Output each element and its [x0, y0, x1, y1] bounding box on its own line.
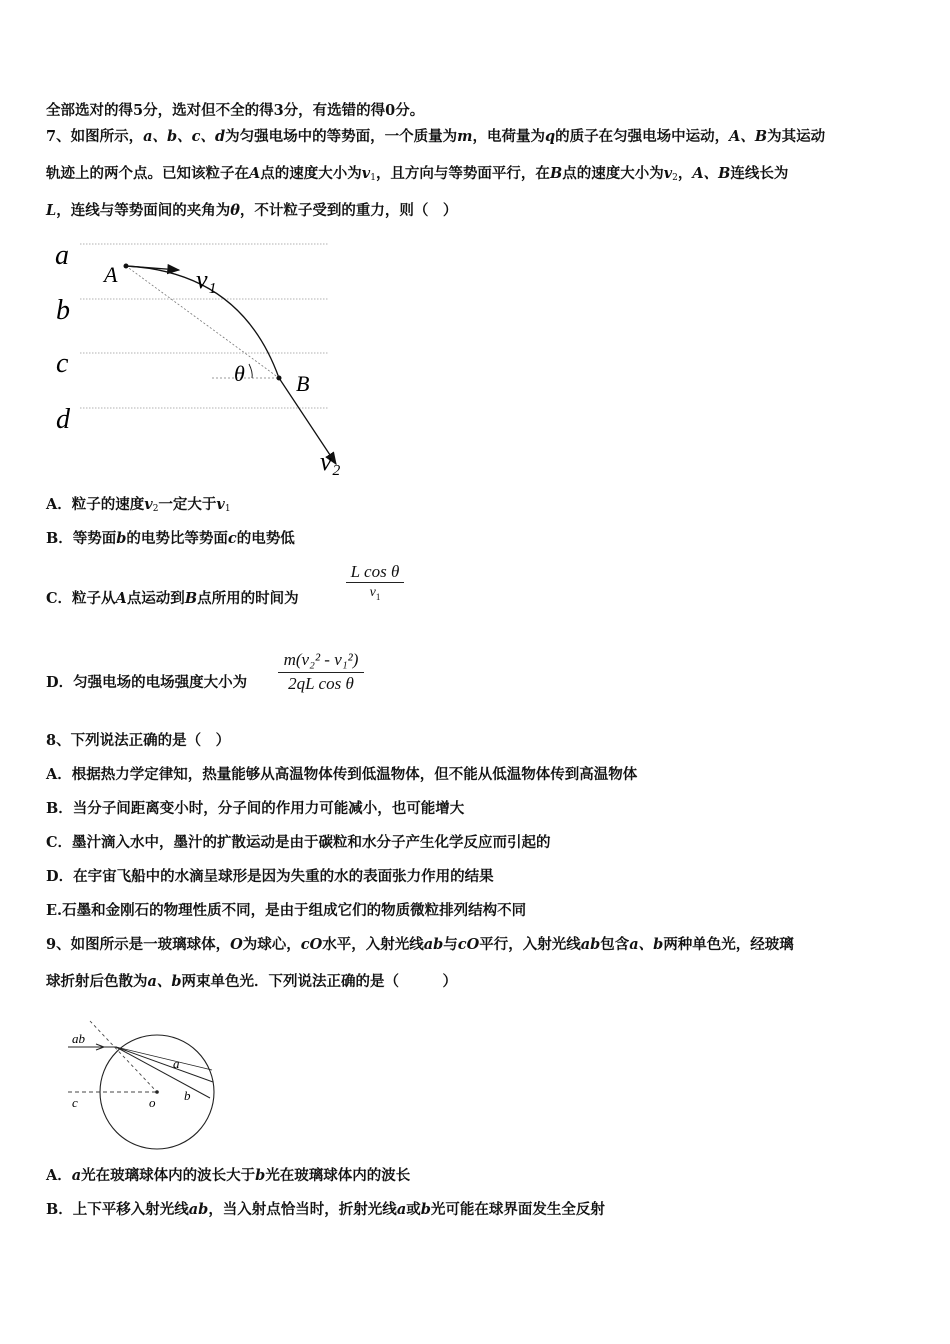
- label-c: c: [72, 1095, 78, 1110]
- q9-stem-line-1: 9、如图所示是一玻璃球体，O为球心，cO水平，入射光线ab与cO平行，入射光线ab包含a、b两种单色光，经玻璃: [46, 936, 794, 953]
- q9-glass-sphere-figure: [60, 1016, 230, 1151]
- label-A: A: [104, 262, 118, 287]
- label-theta: θ: [234, 361, 245, 386]
- q7-option-c-fraction: L cos θ $v_1$: [346, 562, 404, 607]
- q9-option-a: A．a光在玻璃球体内的波长大于b光在玻璃球体内的波长: [46, 1167, 411, 1184]
- label-ab: ab: [72, 1031, 85, 1046]
- label-v1: v₁: [196, 265, 217, 294]
- label-a: a: [173, 1056, 180, 1071]
- label-B: B: [296, 371, 310, 396]
- q8-option-d: D．在宇宙飞船中的水滴呈球形是因为失重的水的表面张力作用的结果: [46, 868, 494, 885]
- q7-option-d-fraction: m(v₂² - v₁²) 2qL cos θ: [278, 648, 364, 695]
- q8-stem: 8、下列说法正确的是（ ）: [46, 732, 231, 749]
- center-O: [155, 1090, 159, 1094]
- point-A: [124, 264, 129, 269]
- q8-option-b: B．当分子间距离变小时，分子间的作用力可能减小，也可能增大: [46, 800, 465, 817]
- q7-option-a: A．粒子的速度$v_2$一定大于$v_1$: [46, 496, 231, 514]
- q7-option-c: C．粒子从A点运动到B点所用的时间为: [46, 590, 299, 607]
- q7-option-b: B．等势面b的电势比等势面c的电势低: [46, 530, 295, 547]
- label-c: c: [56, 348, 69, 379]
- q8-option-a: A．根据热力学定律知，热量能够从高温物体传到低温物体，但不能从低温物体传到高温物体: [46, 766, 638, 783]
- label-b: b: [184, 1088, 191, 1103]
- label-d: d: [56, 404, 70, 435]
- q9-option-b: B．上下平移入射光线ab，当入射点恰当时，折射光线a或b光可能在球界面发生全反射: [46, 1201, 605, 1218]
- trajectory-curve: [126, 266, 336, 464]
- label-o: o: [149, 1095, 156, 1110]
- q7-stem-line-3: L，连线与等势面间的夹角为θ，不计粒子受到的重力，则（ ）: [46, 202, 458, 219]
- normal-line: [90, 1021, 157, 1092]
- q7-stem-line-1: 7、如图所示，a、b、c、d为匀强电场中的等势面，一个质量为m，电荷量为q的质子在匀强电场中运动，A、B为其运动: [46, 128, 826, 145]
- intro-line: 全部选对的得5分，选对但不全的得3分，有选错的得0分。: [46, 102, 425, 119]
- label-a: a: [55, 240, 69, 271]
- refracted-ray-b: [116, 1047, 210, 1098]
- q8-option-e: E.石墨和金刚石的物理性质不同，是由于组成它们的物质微粒排列结构不同: [46, 902, 527, 919]
- q9-stem-line-2: 球折射后色散为a、b两束单色光．下列说法正确的是（ ）: [46, 973, 458, 990]
- label-v2: v₂: [320, 447, 341, 476]
- point-B: [277, 376, 282, 381]
- q7-stem-line-2: 轨迹上的两个点。已知该粒子在A点的速度大小为$v_1$，且方向与等势面平行，在B点的速度大小为$v_2$，A、B连线长为: [46, 165, 789, 183]
- angle-theta-arc: [249, 364, 252, 378]
- ray-a-outer: [116, 1047, 212, 1070]
- label-b: b: [56, 295, 70, 326]
- q7-equipotential-figure: [46, 232, 356, 477]
- q7-option-d: D．匀强电场的电场强度大小为: [46, 674, 248, 691]
- q8-option-c: C．墨汁滴入水中，墨汁的扩散运动是由于碳粒和水分子产生化学反应而引起的: [46, 834, 551, 851]
